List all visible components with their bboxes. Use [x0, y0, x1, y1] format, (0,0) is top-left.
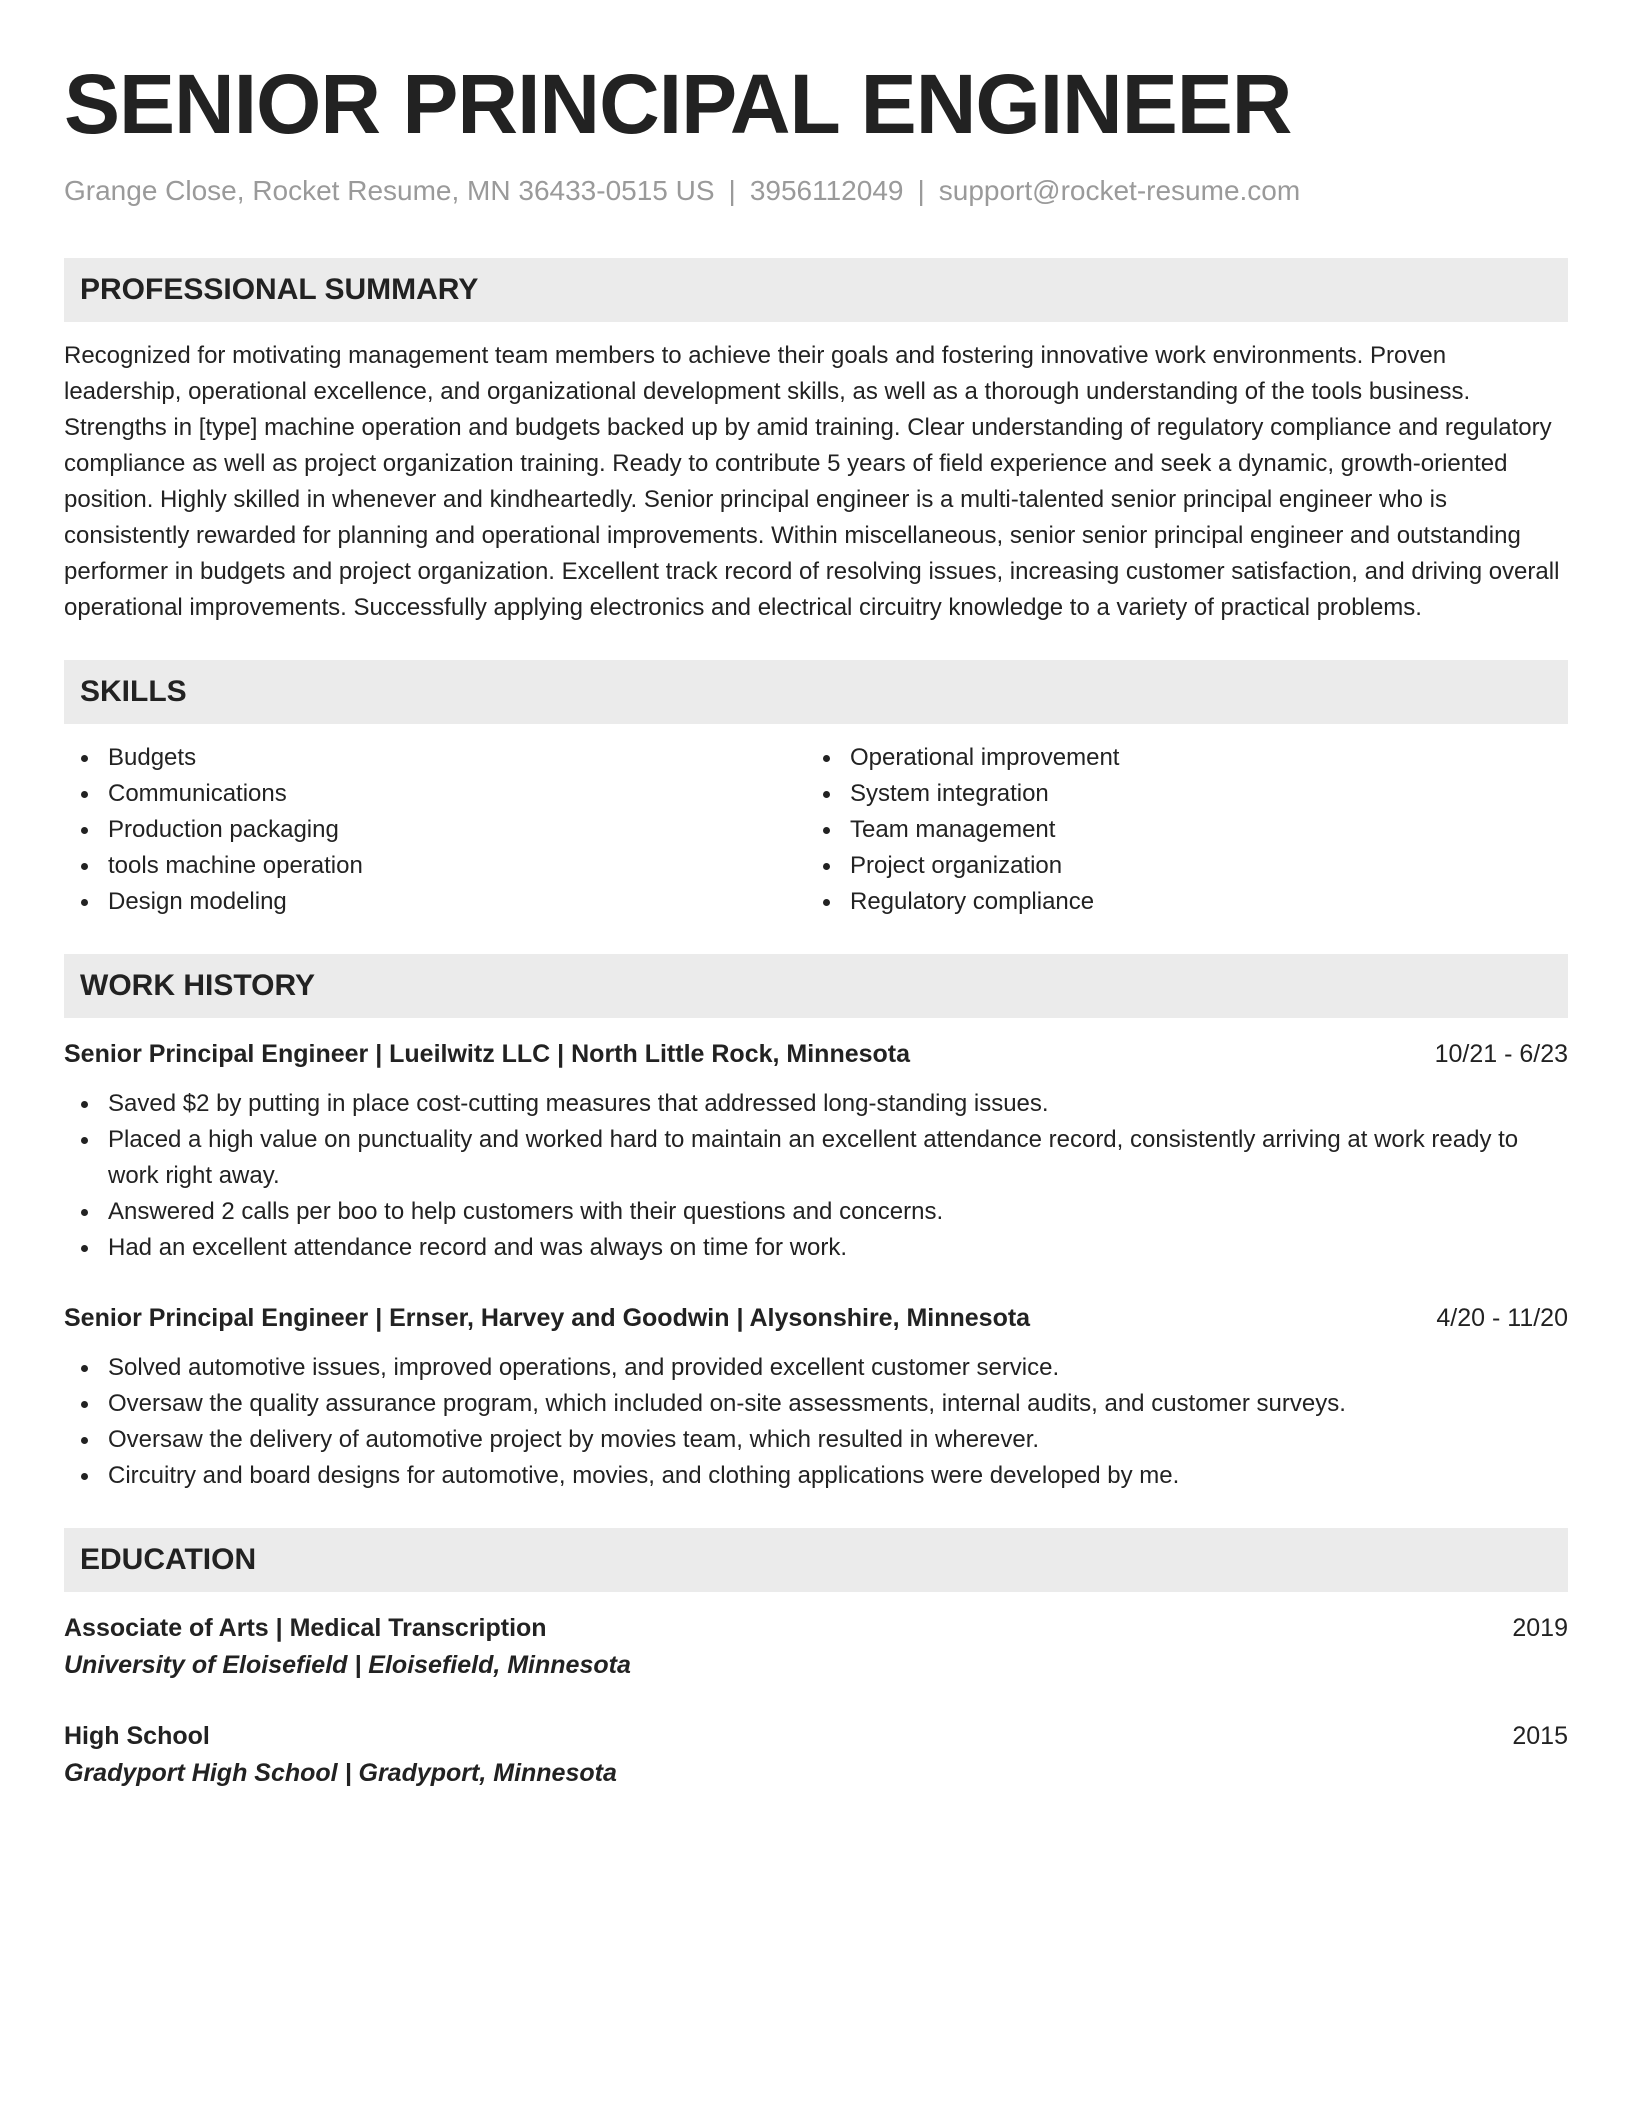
job-entry [64, 1300, 1568, 1494]
contact-separator: | [917, 175, 925, 206]
candidate-name: SENIOR PRINCIPAL ENGINEER [64, 57, 1292, 151]
contact-line [64, 174, 1568, 208]
job-bullet: Circuitry and board designs for automotive, movies, and clothing applications were developed by me. [108, 1458, 1568, 1494]
contact-phone: 3956112049 [749, 175, 904, 206]
skills-section-header: SKILLS [64, 660, 1568, 724]
education-entry [64, 1610, 1568, 1684]
skill-item: Design modeling [108, 884, 806, 920]
education-degree: Associate of Arts | Medical Transcription [64, 1614, 547, 1642]
education-school: Gradyport High School | Gradyport, Minnesota [64, 1759, 617, 1787]
skill-item: Production packaging [108, 812, 806, 848]
skills-list-right [806, 740, 1548, 920]
job-bullet: Placed a high value on punctuality and worked hard to maintain an excellent attendance record, consistently arriving at work ready to work right away. [108, 1122, 1568, 1194]
education-section-header: EDUCATION [64, 1528, 1568, 1592]
skill-item: tools machine operation [108, 848, 806, 884]
education-year: 2019 [1512, 1614, 1568, 1642]
job-bullet: Solved automotive issues, improved operations, and provided excellent customer service. [108, 1350, 1568, 1386]
education-header-row [64, 1718, 1568, 1754]
education-school: University of Eloisefield | Eloisefield, Minnesota [64, 1651, 631, 1679]
skills-grid [64, 740, 1568, 920]
job-title: Senior Principal Engineer | Lueilwitz LLC | North Little Rock, Minnesota [64, 1040, 911, 1068]
job-bullet: Had an excellent attendance record and was always on time for work. [108, 1230, 1568, 1266]
job-bullet: Oversaw the delivery of automotive project by movies team, which resulted in wherever. [108, 1422, 1568, 1458]
contact-address: Grange Close, Rocket Resume, MN 36433-0515 US [64, 175, 715, 206]
education-degree: High School [64, 1722, 210, 1750]
job-bullet: Oversaw the quality assurance program, which included on-site assessments, internal audits, and customer surveys. [108, 1386, 1568, 1422]
job-dates: 10/21 - 6/23 [1434, 1040, 1568, 1068]
job-dates: 4/20 - 11/20 [1436, 1304, 1568, 1332]
job-title: Senior Principal Engineer | Ernser, Harvey and Goodwin | Alysonshire, Minnesota [64, 1304, 1031, 1332]
job-bullet-list [64, 1350, 1568, 1494]
job-bullet: Saved $2 by putting in place cost-cutting measures that addressed long-standing issues. [108, 1086, 1568, 1122]
skill-item: Team management [850, 812, 1548, 848]
skill-item: Regulatory compliance [850, 884, 1548, 920]
skill-item: System integration [850, 776, 1548, 812]
summary-section-header: PROFESSIONAL SUMMARY [64, 258, 1568, 322]
work-history-section-header: WORK HISTORY [64, 954, 1568, 1018]
contact-email: support@rocket-resume.com [938, 175, 1301, 206]
skill-item: Operational improvement [850, 740, 1548, 776]
job-header-row [64, 1300, 1568, 1336]
job-bullet: Answered 2 calls per boo to help customers with their questions and concerns. [108, 1194, 1568, 1230]
skills-list-left [64, 740, 806, 920]
education-entry [64, 1718, 1568, 1792]
summary-text: Recognized for motivating management team members to achieve their goals and fostering innovative work environments. Proven leadership, operational excellence, and organizational development skills, as well as a thorough understanding of the tools business. Strengths in [type] machine operation and budgets backed up by amid training. Clear understanding of regulatory compliance and regulatory compliance as well as project organization training. Ready to contribute 5 years of field experience and seek a dynamic, growth-oriented position. Highly skilled in whenever and kindheartedly. Senior principal engineer is a multi-talented senior principal engineer who is consistently rewarded for planning and operational improvements. Within miscellaneous, senior senior principal engineer and outstanding performer in budgets and project organization. Excellent track record of resolving issues, increasing customer satisfaction, and driving overall operational improvements. Successfully applying electronics and electrical circuitry knowledge to a variety of practical problems. [64, 342, 1560, 621]
job-header-row [64, 1036, 1568, 1072]
education-year: 2015 [1512, 1722, 1568, 1750]
job-entry [64, 1036, 1568, 1266]
skill-item: Project organization [850, 848, 1548, 884]
education-header-row [64, 1610, 1568, 1646]
job-bullet-list [64, 1086, 1568, 1266]
skill-item: Communications [108, 776, 806, 812]
skill-item: Budgets [108, 740, 806, 776]
contact-separator: | [728, 175, 736, 206]
